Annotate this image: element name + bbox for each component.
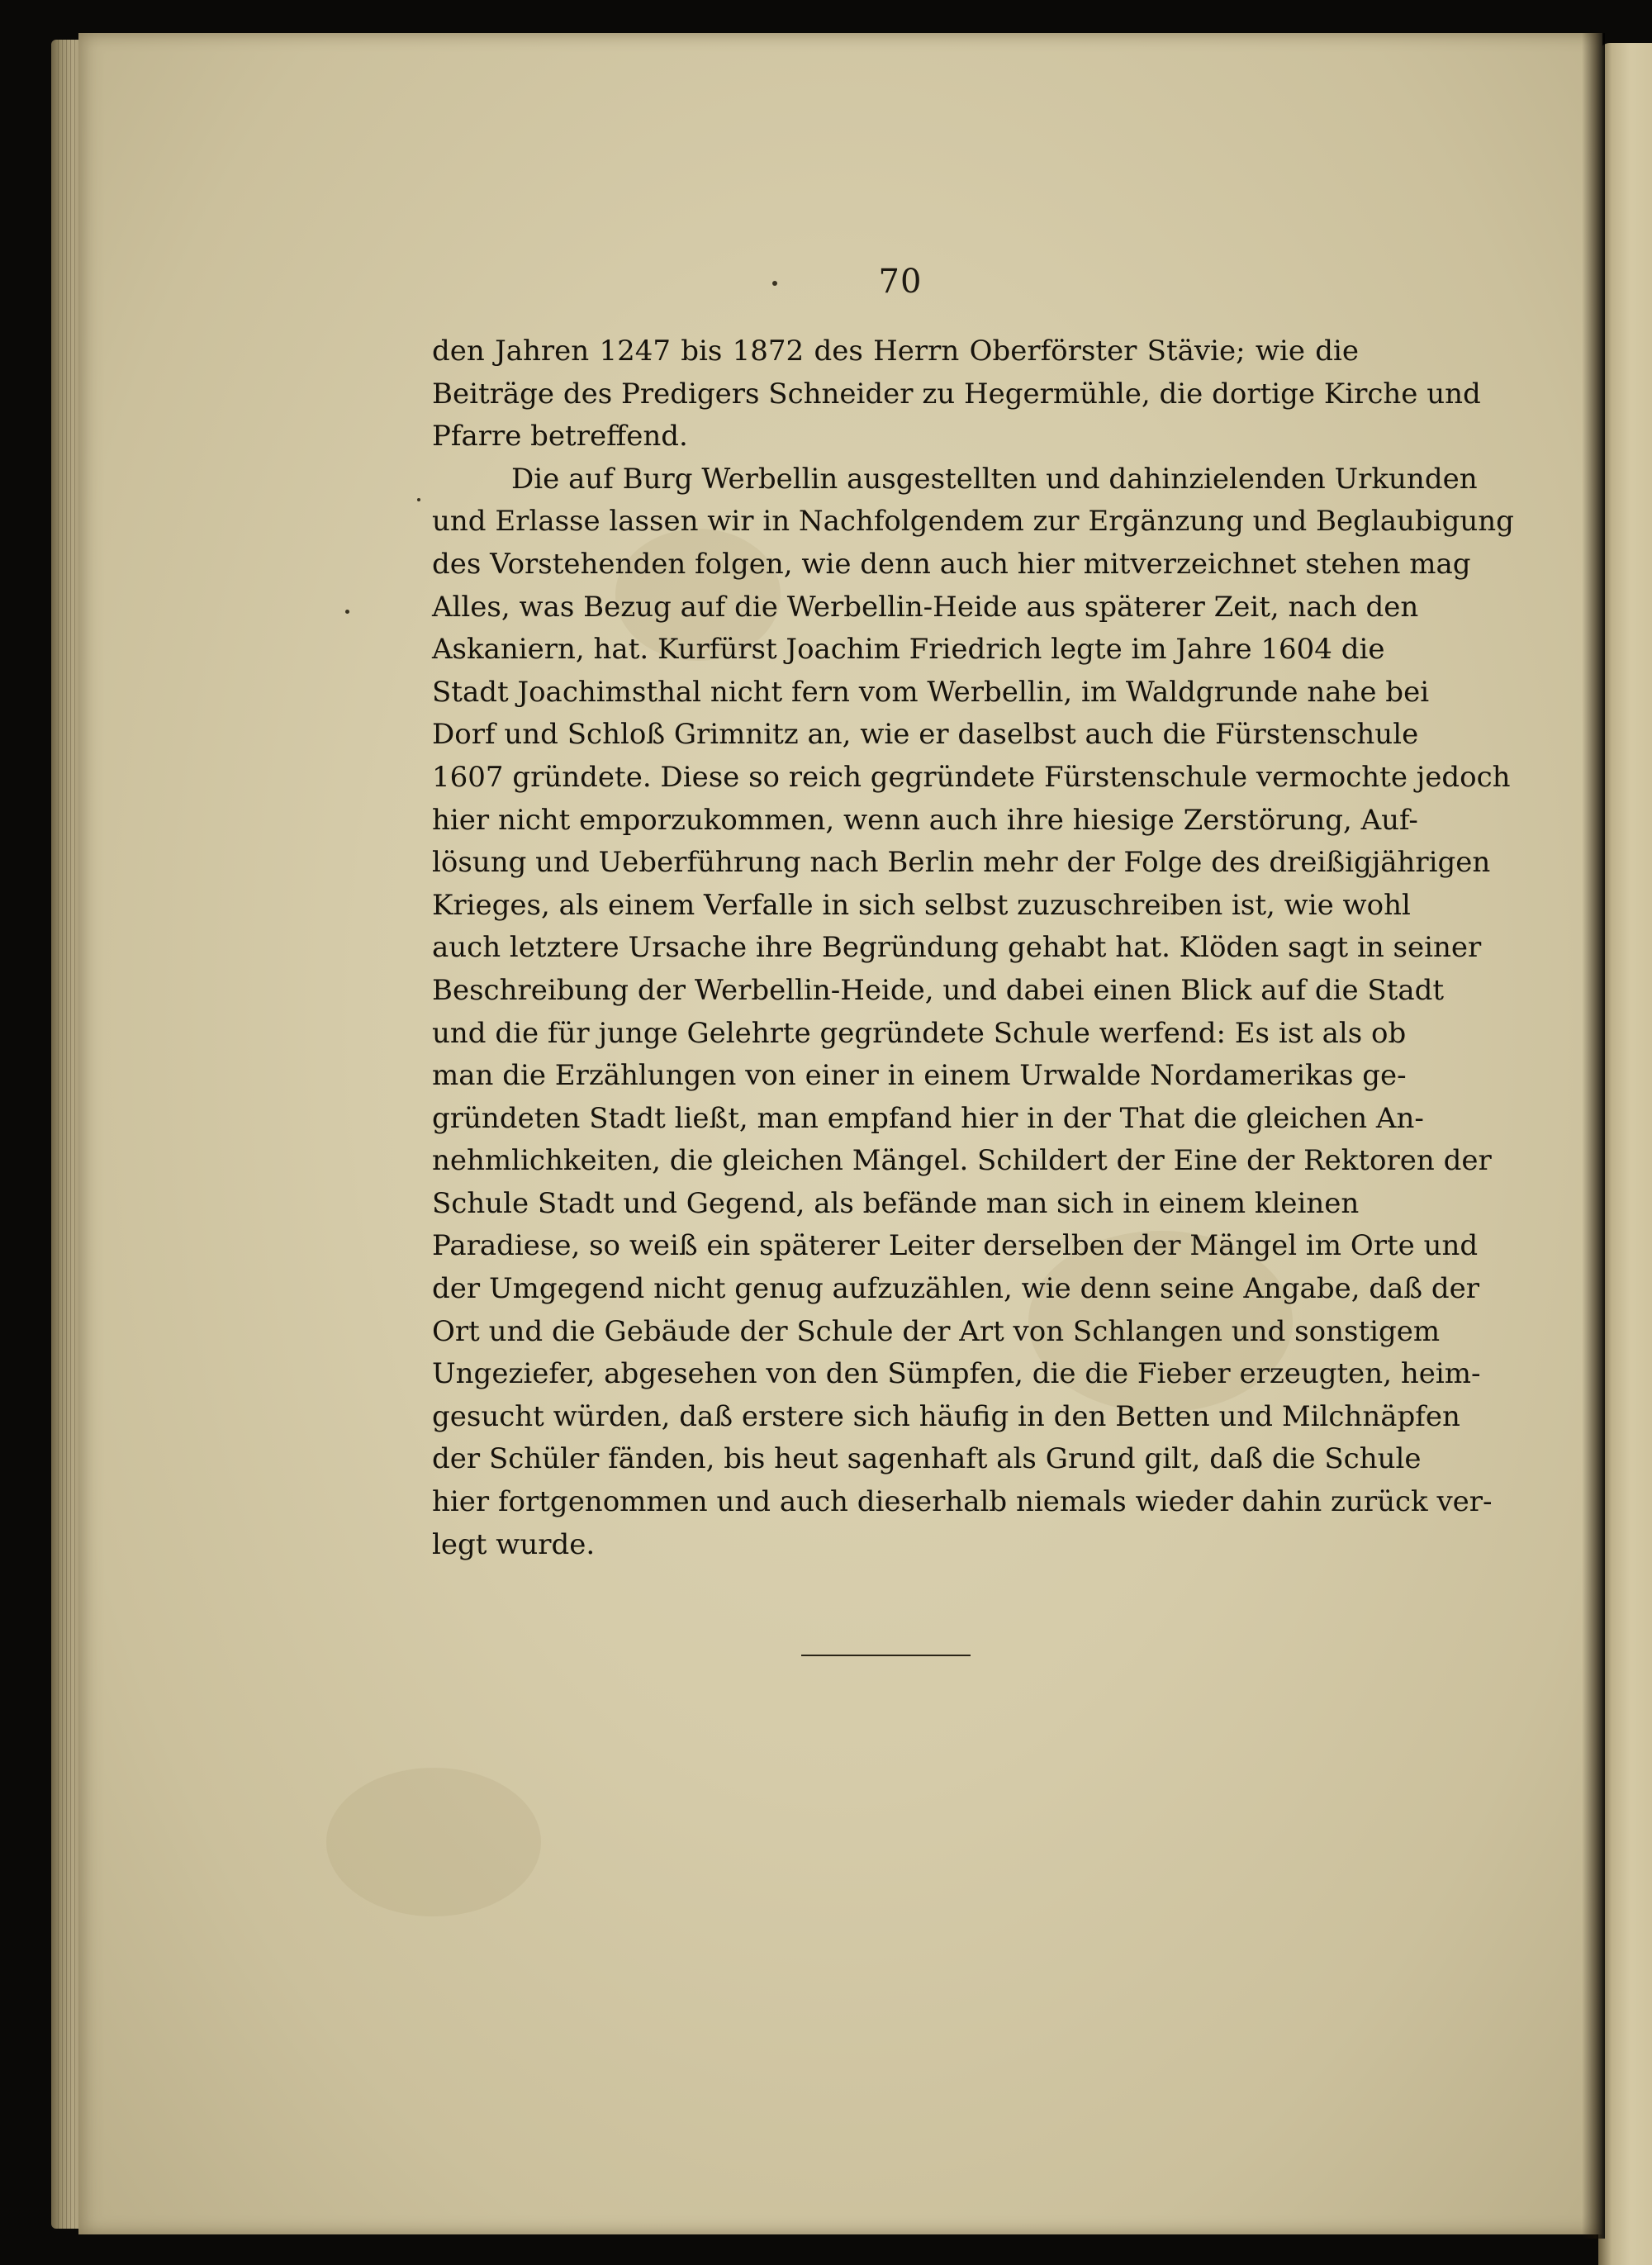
text-line: Pfarre betreffend.	[432, 420, 688, 453]
text-line: nehmlichkeiten, die gleichen Mängel. Schildert der Eine der Rektoren der	[432, 1144, 1492, 1178]
facing-page-edge	[1598, 43, 1652, 2265]
text-line: Ort und die Gebäude der Schule der Art von Schlangen und sonstigem	[432, 1314, 1441, 1348]
text-line: auch letztere Ursache ihre Begründung gehabt hat. Klöden sagt in seiner	[432, 931, 1482, 965]
text-line: Ungeziefer, abgesehen von den Sümpfen, die die Fieber erzeugten, heim-	[432, 1357, 1481, 1391]
text-line: hier fortgenommen und auch dieserhalb niemals wieder dahin zurück ver-	[432, 1485, 1493, 1519]
paper-stain	[326, 1768, 541, 1916]
ink-dot	[772, 281, 777, 286]
text-line: gründeten Stadt ließt, man empfand hier in der That die gleichen An-	[432, 1101, 1424, 1135]
text-line: Dorf und Schloß Grimnitz an, wie er daselbst auch die Fürstenschule	[432, 718, 1419, 752]
ink-dot	[417, 498, 420, 501]
text-line: des Vorstehenden folgen, wie denn auch hier mitverzeichnet stehen mag	[432, 547, 1471, 581]
text-line: lösung und Ueberführung nach Berlin mehr der Folge des dreißigjährigen	[432, 846, 1491, 880]
text-line: Krieges, als einem Verfalle in sich selbst zuzuschreiben ist, wie wohl	[432, 888, 1411, 922]
text-line: Beschreibung der Werbellin-Heide, und dabei einen Blick auf die Stadt	[432, 973, 1445, 1007]
text-line: der Schüler fänden, bis heut sagenhaft als Grund gilt, daß die Schule	[432, 1442, 1422, 1476]
text-line: legt wurde.	[432, 1527, 596, 1561]
text-line: Alles, was Bezug auf die Werbellin-Heide aus späterer Zeit, nach den	[432, 590, 1419, 624]
text-line: man die Erzählungen von einer in einem Urwalde Nordamerikas ge-	[432, 1059, 1407, 1093]
text-line: Schule Stadt und Gegend, als befände man sich in einem kleinen	[432, 1186, 1360, 1220]
ink-dot	[345, 610, 349, 614]
text-line: gesucht würden, daß erstere sich häufig in den Betten und Milchnäpfen	[432, 1399, 1460, 1433]
section-end-rule	[801, 1655, 971, 1656]
page-number: 70	[878, 263, 923, 301]
text-line: Beiträge des Predigers Schneider zu Hegermühle, die dortige Kirche und	[432, 377, 1481, 411]
text-line: hier nicht emporzukommen, wenn auch ihre hiesige Zerstörung, Auf-	[432, 803, 1418, 837]
text-line: und Erlasse lassen wir in Nachfolgendem zur Ergänzung und Beglaubigung	[432, 505, 1514, 539]
text-line: Die auf Burg Werbellin ausgestellten und dahinzielenden Urkunden	[511, 462, 1478, 496]
text-line: und die für junge Gelehrte gegründete Schule werfend: Es ist als ob	[432, 1016, 1407, 1050]
text-line: Askaniern, hat. Kurfürst Joachim Friedrich legte im Jahre 1604 die	[432, 633, 1385, 667]
text-line: 1607 gründete. Diese so reich gegründete Fürstenschule vermochte jedoch	[432, 760, 1511, 794]
body-text	[432, 330, 1514, 1566]
gutter-shadow	[1582, 33, 1605, 2239]
text-line: Paradiese, so weiß ein späterer Leiter derselben der Mängel im Orte und	[432, 1229, 1479, 1263]
text-line: Stadt Joachimsthal nicht fern vom Werbellin, im Waldgrunde nahe bei	[432, 675, 1430, 709]
text-line: der Umgegend nicht genug aufzuzählen, wie denn seine Angabe, daß der	[432, 1272, 1480, 1306]
text-line: den Jahren 1247 bis 1872 des Herrn Oberförster Stävie; wie die	[432, 335, 1359, 368]
